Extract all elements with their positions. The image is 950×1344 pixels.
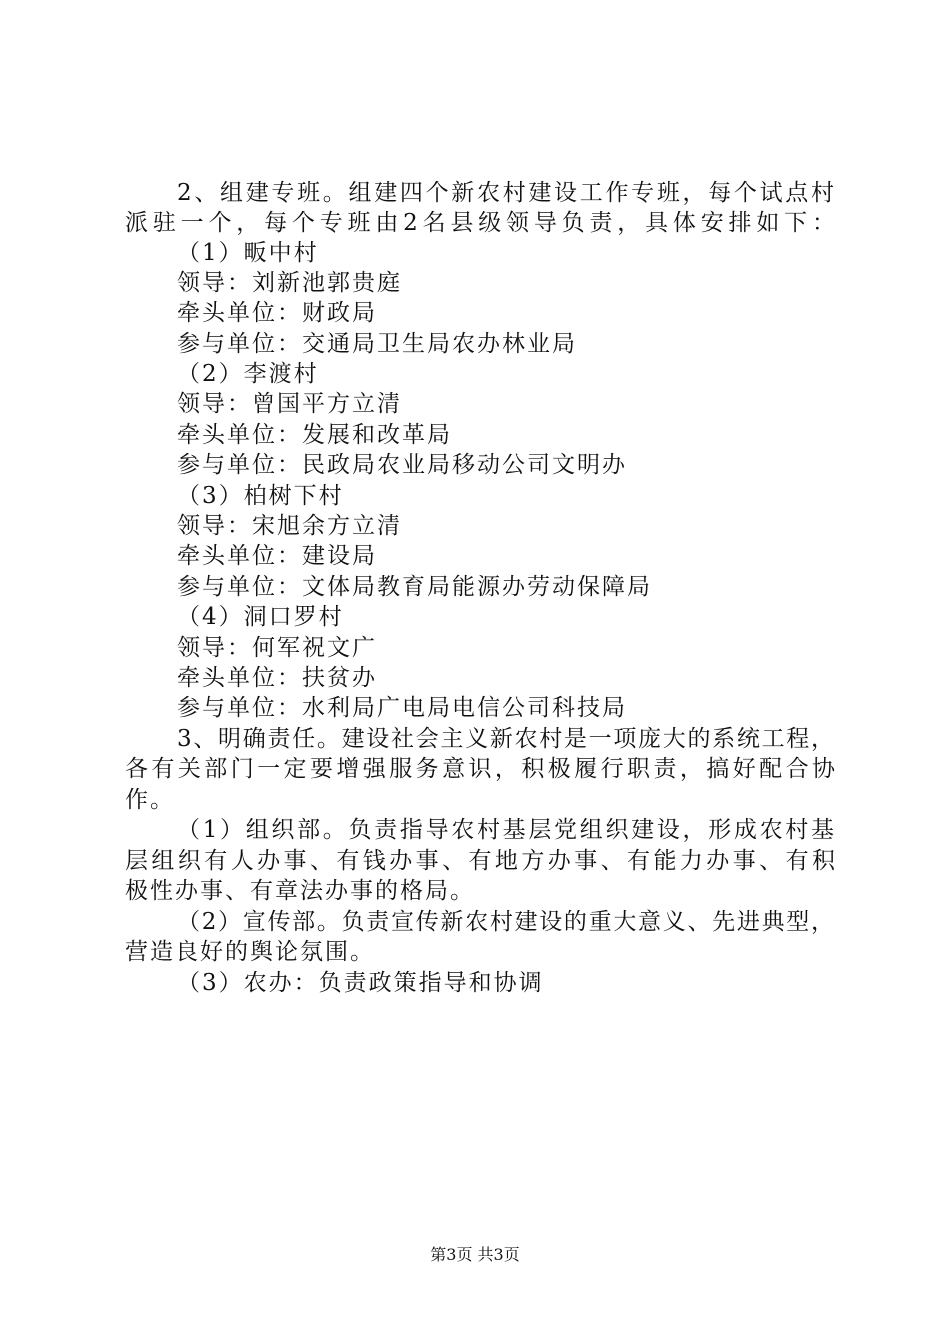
body-line: 牵头单位：财政局 xyxy=(177,300,377,326)
body-line: 2、组建专班。组建四个新农村建设工作专班，每个试点村 xyxy=(177,180,835,206)
list-heading: （1）畈中村 xyxy=(177,240,319,266)
list-heading: （2）李渡村 xyxy=(177,361,319,387)
body-line: 层组织有人办事、有钱办事、有地方办事、有能力办事、有积 xyxy=(125,848,836,874)
body-line: 参与单位：水利局广电局电信公司科技局 xyxy=(177,695,627,721)
body-line: 极性办事、有章法办事的格局。 xyxy=(125,878,475,904)
body-line: 参与单位：交通局卫生局农办林业局 xyxy=(177,331,577,357)
body-line: 参与单位：文体局教育局能源办劳动保障局 xyxy=(177,574,652,600)
body-line: 营造良好的舆论氛围。 xyxy=(125,939,375,965)
body-line: 领导：何军祝文广 xyxy=(177,635,377,661)
body-line: 领导：曾国平方立清 xyxy=(177,391,402,417)
list-heading: （3）柏树下村 xyxy=(177,483,344,509)
body-line: 作。 xyxy=(125,787,175,813)
body-line: 参与单位：民政局农业局移动公司文明办 xyxy=(177,452,627,478)
body-line: （1）组织部。负责指导农村基层党组织建设，形成农村基 xyxy=(177,817,835,843)
page-number-footer: 第3页 共3页 xyxy=(430,1245,520,1264)
body-line: 牵头单位：建设局 xyxy=(177,543,377,569)
list-heading: （4）洞口罗村 xyxy=(177,604,344,630)
body-line: 派驻一个，每个专班由2名县级领导负责，具体安排如下： xyxy=(125,210,836,236)
body-line: 领导：宋旭余方立清 xyxy=(177,513,402,539)
body-line: 3、明确责任。建设社会主义新农村是一项庞大的系统工程， xyxy=(177,726,835,752)
body-line: 牵头单位：扶贫办 xyxy=(177,665,377,691)
body-line: （2）宣传部。负责宣传新农村建设的重大意义、先进典型， xyxy=(177,909,835,935)
body-line: （3）农办：负责政策指导和协调 xyxy=(177,970,544,996)
body-line: 领导：刘新池郭贵庭 xyxy=(177,270,402,296)
body-line: 牵头单位：发展和改革局 xyxy=(177,422,452,448)
body-line: 各有关部门一定要增强服务意识，积极履行职责，搞好配合协 xyxy=(125,756,836,782)
